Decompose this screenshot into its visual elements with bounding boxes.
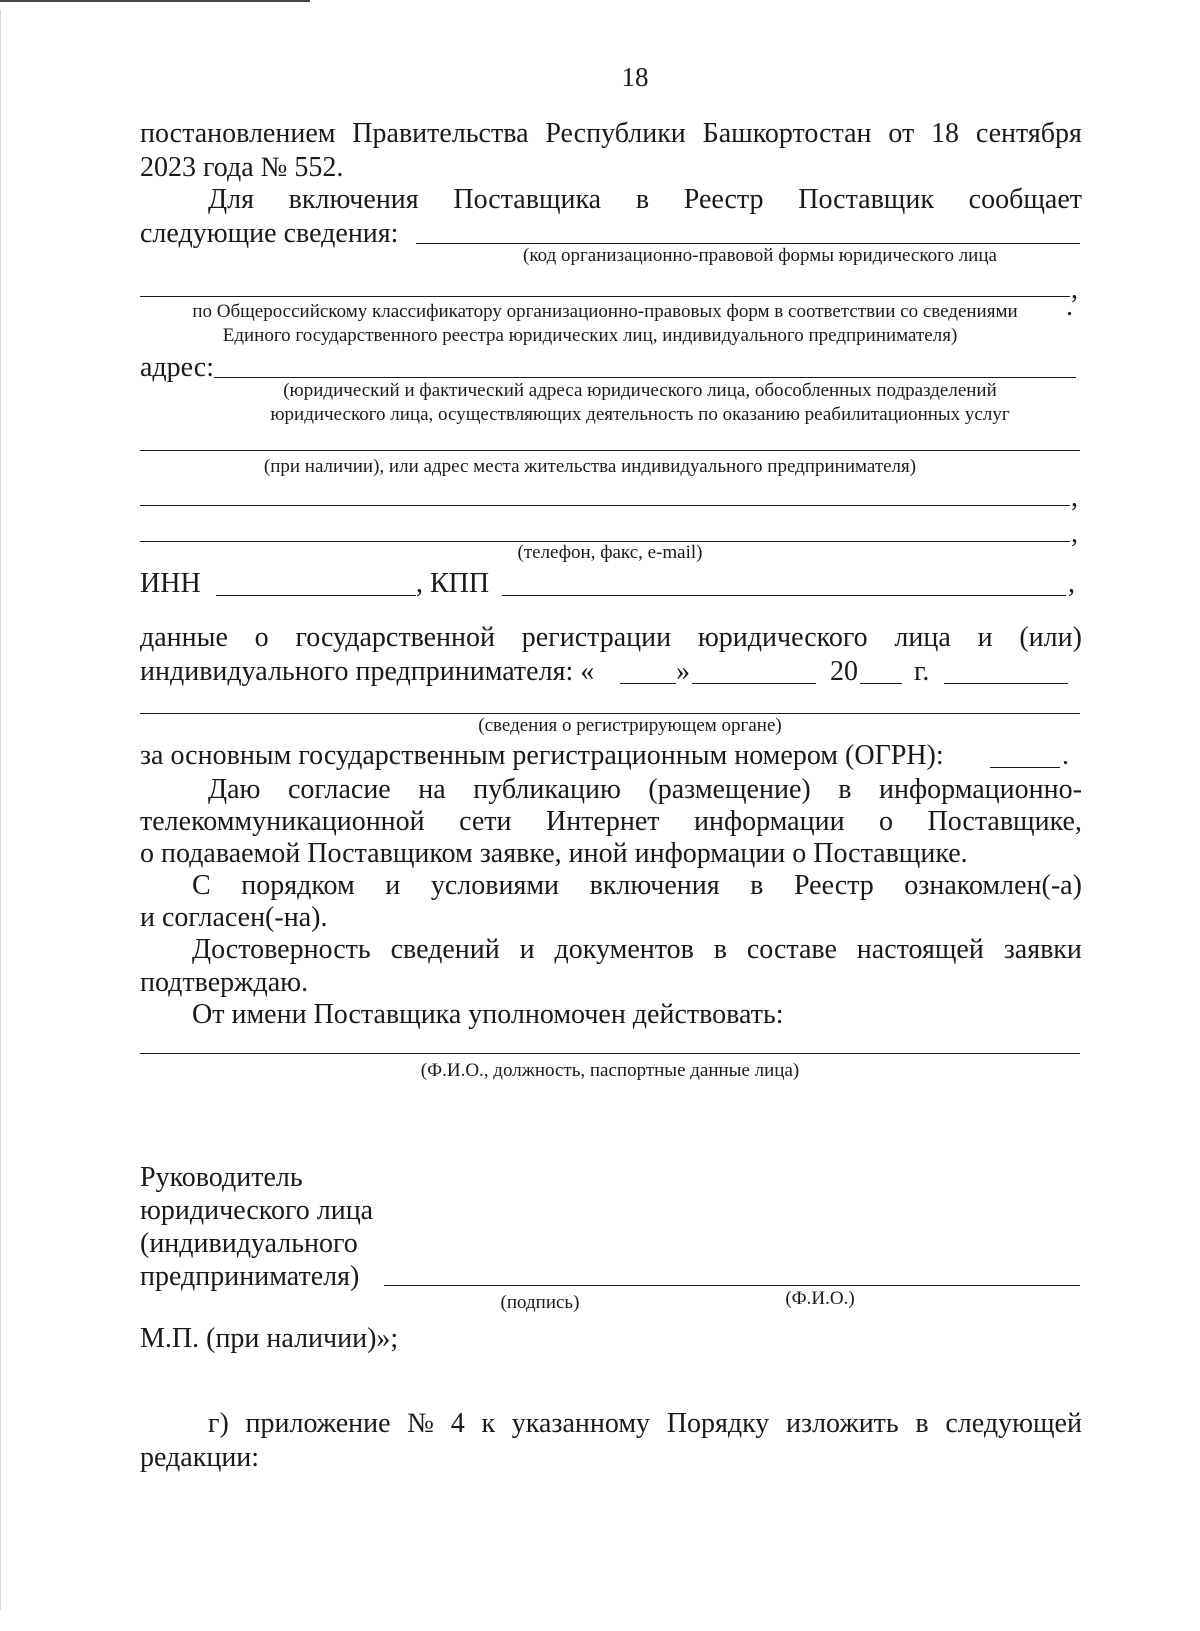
- word: лица: [894, 622, 951, 653]
- consent-line-1: [208, 773, 1082, 807]
- consent-line-2: [140, 805, 1082, 839]
- agreement-line-1: [192, 869, 1082, 903]
- word: Поставщик: [798, 184, 934, 215]
- consent-line-3: о подаваемой Поставщиком заявке, иной информации о Поставщике.: [140, 838, 968, 869]
- word: сообщает: [968, 184, 1082, 215]
- word: С: [192, 870, 211, 901]
- signature-title-1: Руководитель: [140, 1162, 303, 1193]
- word: 4: [450, 1408, 465, 1439]
- word: 18: [931, 118, 960, 149]
- word: от: [888, 118, 915, 149]
- caption-address-1: (юридический и фактический адреса юридического лица, обособленных подразделений: [283, 380, 997, 401]
- word: о: [879, 806, 894, 837]
- amendment-line-1: [208, 1407, 1082, 1441]
- blank-line-contacts-1[interactable]: [140, 505, 1070, 506]
- word: регистрации: [521, 622, 672, 653]
- word: сети: [459, 806, 512, 837]
- blank-line-address-2[interactable]: [140, 450, 1080, 451]
- agreement-line-2: и согласен(-на).: [140, 902, 328, 933]
- word: г): [208, 1408, 229, 1439]
- comma: ,: [1068, 568, 1075, 599]
- blank-line-address[interactable]: [214, 377, 1076, 378]
- word: Реестр: [793, 870, 874, 901]
- word: №: [407, 1408, 435, 1439]
- word: ознакомлен(-а): [904, 870, 1082, 901]
- registration-label: индивидуального предпринимателя: «: [140, 656, 595, 687]
- word: юридического: [697, 622, 868, 653]
- caption-address-2: юридического лица, осуществляющих деятельность по оказанию реабилитационных услуг: [270, 404, 1010, 425]
- word: (или): [1019, 622, 1082, 653]
- scan-edge-mark: [0, 0, 310, 2]
- address-label: адрес:: [140, 352, 215, 383]
- word: включения: [589, 870, 720, 901]
- quote-close: »: [676, 656, 690, 687]
- word: в: [713, 934, 727, 965]
- reg-year-prefix: 20: [830, 656, 858, 687]
- ogrn-field[interactable]: [990, 767, 1060, 768]
- comma: ,: [1071, 518, 1078, 549]
- word: Интернет: [545, 806, 660, 837]
- word: к: [481, 1408, 496, 1439]
- word: государственной: [295, 622, 496, 653]
- reliability-line-2: подтверждаю.: [140, 967, 309, 998]
- word: Реестр: [683, 184, 764, 215]
- intro-line-1: [140, 117, 1082, 151]
- reg-number-field[interactable]: [944, 683, 1068, 684]
- reg-year-field[interactable]: [860, 683, 902, 684]
- caption-full-name: (Ф.И.О.): [785, 1288, 855, 1309]
- word: приложение: [245, 1408, 391, 1439]
- caption-contacts: (телефон, факс, e-mail): [517, 542, 703, 563]
- word: согласие: [288, 774, 391, 805]
- reliability-line-1: [192, 933, 1082, 967]
- comma: ,: [1071, 274, 1078, 305]
- word: Башкортостан: [702, 118, 872, 149]
- caption-signature: (подпись): [500, 1292, 580, 1313]
- kpp-field[interactable]: [502, 595, 1066, 596]
- signature-title-2: юридического лица: [140, 1195, 374, 1226]
- word: указанному: [511, 1408, 651, 1439]
- inn-label: ИНН: [140, 568, 201, 599]
- scan-edge-mark: [0, 10, 1, 1610]
- comma: ,: [1071, 482, 1078, 513]
- caption-authorized-person: (Ф.И.О., должность, паспортные данные лица): [420, 1060, 800, 1081]
- word: и: [519, 934, 535, 965]
- word: сведений: [390, 934, 500, 965]
- reg-day-field[interactable]: [620, 683, 676, 684]
- word: данные: [140, 622, 228, 653]
- caption-opf-code-3: Единого государственного реестра юридических лиц, индивидуального предпринимателя): [222, 325, 958, 346]
- word: заявки: [1003, 934, 1082, 965]
- blank-line-opf-code-2[interactable]: [140, 296, 1070, 297]
- caption-opf-code-1: (код организационно-правовой формы юридического лица: [523, 245, 997, 266]
- reg-month-field[interactable]: [692, 683, 816, 684]
- year-abbrev: г.: [914, 656, 930, 687]
- word: Порядку: [666, 1408, 770, 1439]
- period: .: [1066, 291, 1073, 322]
- word: следующей: [945, 1408, 1082, 1439]
- word: порядком: [241, 870, 355, 901]
- word: постановлением: [140, 118, 336, 149]
- registration-line-1: [140, 621, 1082, 655]
- word: телекоммуникационной: [140, 806, 425, 837]
- word: в: [915, 1408, 929, 1439]
- word: Для: [208, 184, 254, 215]
- caption-address-3: (при наличии), или адрес места жительства индивидуального предпринимателя): [263, 456, 917, 477]
- supplier-info-label: следующие сведения:: [140, 218, 399, 249]
- signature-title-4: предпринимателя): [140, 1261, 360, 1292]
- signature-title-3: (индивидуального: [140, 1228, 358, 1259]
- signature-field[interactable]: [384, 1285, 1080, 1286]
- word: о: [254, 622, 269, 653]
- caption-opf-code-2: по Общероссийскому классификатору организационно-правовых форм в соответствии со сведениями: [192, 301, 1018, 322]
- page-number: 18: [621, 62, 649, 92]
- word: Даю: [208, 774, 261, 805]
- word: (размещение): [648, 774, 811, 805]
- word: Республики: [545, 118, 686, 149]
- word: публикацию: [473, 774, 621, 805]
- ogrn-line: за основным государственным регистрационным номером (ОГРН):: [140, 740, 944, 771]
- word: Поставщика: [453, 184, 602, 215]
- caption-reg-organ: (сведения о регистрирующем органе): [478, 715, 782, 736]
- word: сентября: [975, 118, 1082, 149]
- word: Правительства: [352, 118, 529, 149]
- seal-note: М.П. (при наличии)»;: [140, 1323, 399, 1354]
- word: документов: [554, 934, 694, 965]
- word: составе: [746, 934, 837, 965]
- supplier-info-line-1: [208, 183, 1082, 217]
- word: информации: [693, 806, 845, 837]
- authorized-line: От имени Поставщика уполномочен действовать:: [192, 999, 784, 1030]
- word: в: [838, 774, 852, 805]
- blank-line-authorized-person[interactable]: [140, 1053, 1080, 1054]
- word: настоящей: [856, 934, 984, 965]
- intro-line-2: 2023 года № 552.: [140, 152, 344, 183]
- period: .: [1062, 740, 1069, 771]
- word: и: [385, 870, 401, 901]
- word: включения: [288, 184, 419, 215]
- amendment-line-2: редакции:: [140, 1442, 260, 1473]
- word: на: [418, 774, 446, 805]
- word: информационно-: [879, 774, 1082, 805]
- word: в: [635, 184, 650, 215]
- inn-field[interactable]: [216, 595, 416, 596]
- word: изложить: [786, 1408, 899, 1439]
- kpp-label: , КПП: [416, 568, 490, 599]
- word: условиями: [430, 870, 560, 901]
- word: и: [977, 622, 993, 653]
- word: в: [750, 870, 764, 901]
- word: Достоверность: [192, 934, 371, 965]
- word: Поставщике,: [927, 806, 1082, 837]
